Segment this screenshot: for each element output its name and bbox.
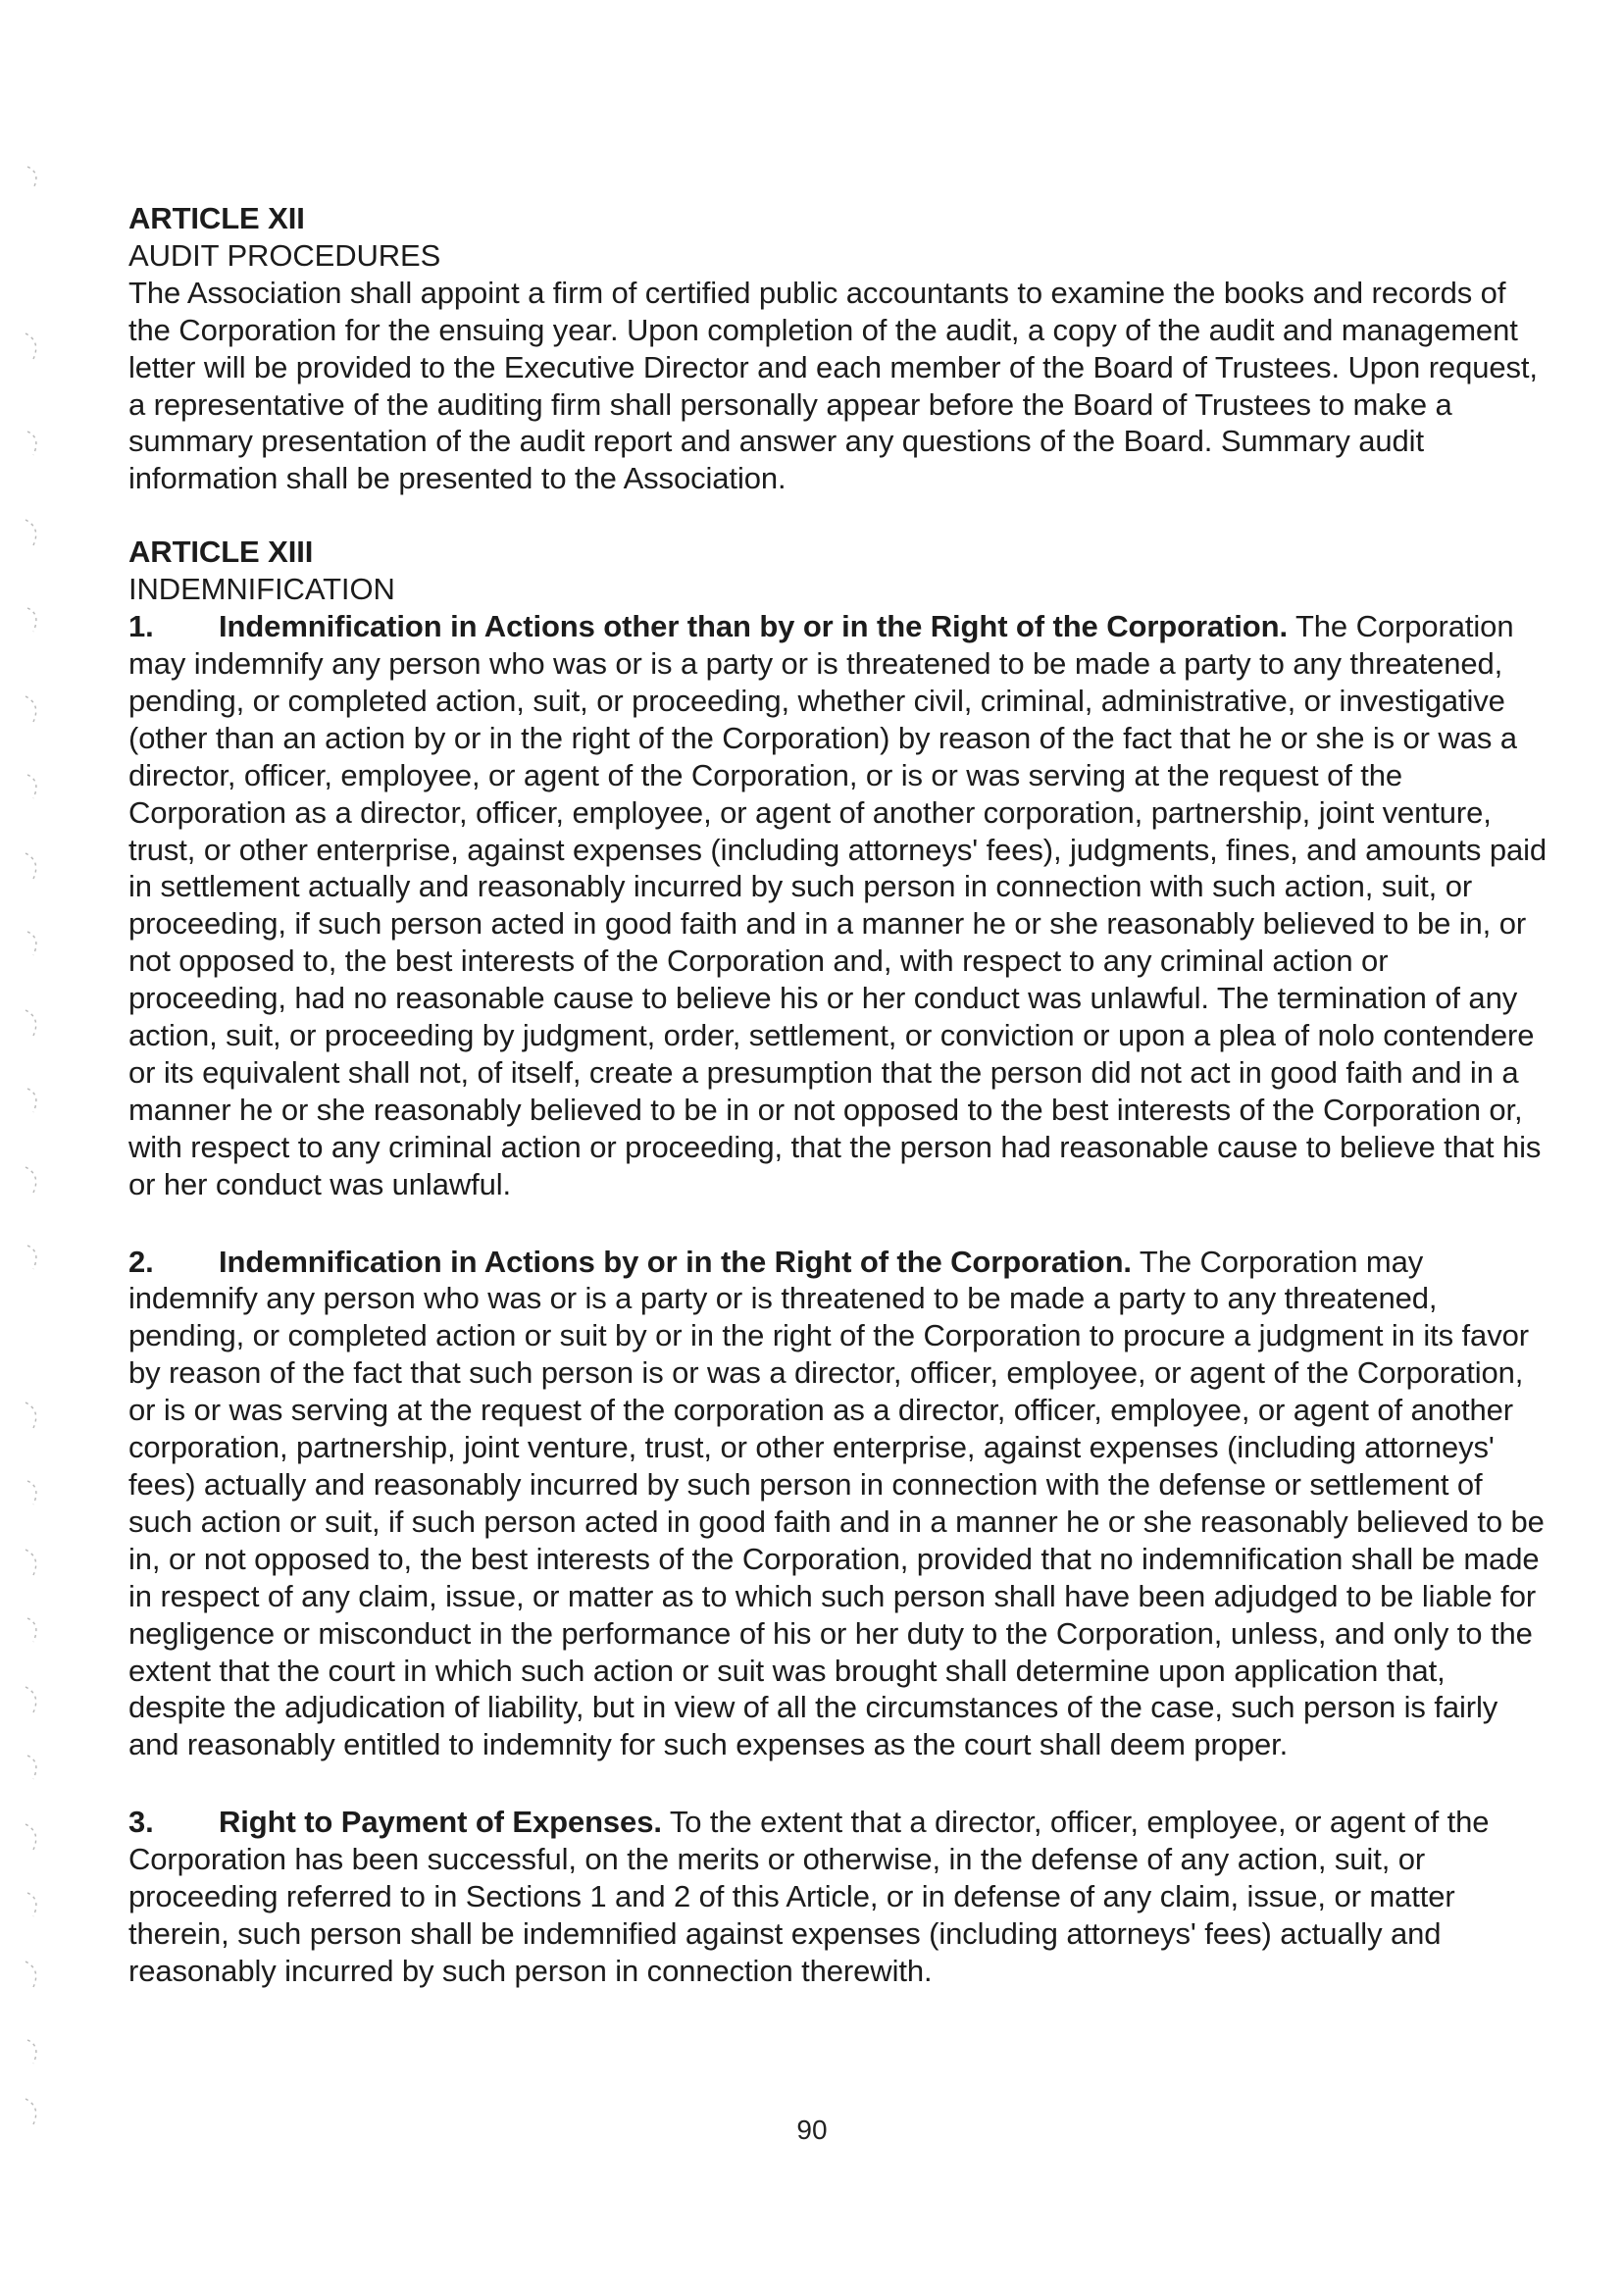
article-body: The Association shall appoint a firm of certified public accountants to examine the books and records of the Corporation for the ensuing year. Upon completion of the audit, a copy of the audit and management letter will be provided to the Executive Director and each member of the Board of Trustees. Upon request, a representative of the auditing firm shall personally appear before the Board of Trustees to make a summary presentation of the audit report and answer any questions of the Board. Summary audit information shall be presented to the Association. bbox=[128, 275, 1538, 496]
section-number: 3. bbox=[128, 1805, 154, 1840]
article-subheading: INDEMNIFICATION bbox=[128, 572, 395, 607]
article-xiii bbox=[128, 534, 1550, 1990]
article-subheading: AUDIT PROCEDURES bbox=[128, 237, 441, 273]
article-xii bbox=[128, 200, 1550, 497]
section-body: To the extent that a director, officer, employee, or agent of the Corporation has been successful, on the merits or otherwise, in the defense of any action, suit, or proceeding referred to in Sections 1 and 2 of this Article, or in defense of any claim, issue, or matter therein, such person shall be indemnified against expenses (including attorneys' fees) actually and reasonably incurred by such person in connection therewith. bbox=[128, 1805, 1490, 1988]
binding-hole-marks bbox=[18, 147, 67, 2158]
section-title: Right to Payment of Expenses. bbox=[219, 1805, 662, 1840]
section-2 bbox=[128, 1244, 1550, 1764]
section-number: 2. bbox=[128, 1244, 154, 1279]
section-number: 1. bbox=[128, 609, 154, 644]
page-number: 90 bbox=[796, 2115, 828, 2145]
article-heading: ARTICLE XII bbox=[128, 201, 305, 235]
section-body: The Corporation may indemnify any person who was or is a party or is threatened to be made a party to any threatened, pending, or completed action or suit by or in the right of the Corporation to procure a judgment in its favor by reason of the fact that such person is or was a director, officer, employee, or agent of the Corporation, or is or was serving at the request of the corporation as a director, officer, employee, or agent of another corporation, partnership, joint venture, trust, or other enterprise, against expenses (including attorneys' fees) actually and reasonably incurred by such person in connection with the defense or settlement of such action or suit, if such person acted in good faith and in a manner he or she reasonably believed to be in, or not opposed to, the best interests of the Corporation, provided that no indemnification shall be made in respect of any claim, issue, or matter as to which such person shall have been adjudged to be liable for negligence or misconduct in the performance of his or her duty to the Corporation, unless, and only to the extent that the court in which such action or suit was brought shall determine upon application that, despite the adjudication of liability, but in view of all the circumstances of the case, such person is fairly and reasonably entitled to indemnity for such expenses as the court shall deem proper. bbox=[128, 1244, 1545, 1762]
section-body: The Corporation may indemnify any person who was or is a party or is threatened to be made a party to any threatened, pending, or completed action, suit, or proceeding, whether civil, criminal, administrative, or investigative (other than an action by or in the right of the Corporation) by reason of the fact that he or she is or was a director, officer, employee, or agent of the Corporation, or is or was serving at the request of the Corporation as a director, officer, employee, or agent of another corporation, partnership, joint venture, trust, or other enterprise, against expenses (including attorneys' fees), judgments, fines, and amounts paid in settlement actually and reasonably incurred by such person in connection with such action, suit, or proceeding, if such person acted in good faith and in a manner he or she reasonably believed to be in, or not opposed to, the best interests of the Corporation and, with respect to any criminal action or proceeding, had no reasonable cause to believe his or her conduct was unlawful. The termination of any action, suit, or proceeding by judgment, order, settlement, or conviction or upon a plea of nolo contendere or its equivalent shall not, of itself, create a presumption that the person did not act in good faith and in a manner he or she reasonably believed to be in or not opposed to the best interests of the Corporation or, with respect to any criminal action or proceeding, that the person had reasonable cause to believe that his or her conduct was unlawful. bbox=[128, 609, 1548, 1201]
article-heading: ARTICLE XIII bbox=[128, 535, 314, 570]
punch-hole-shadows-icon bbox=[18, 147, 67, 2158]
section-title: Indemnification in Actions other than by or in the Right of the Corporation. bbox=[219, 609, 1288, 644]
document-content bbox=[128, 200, 1550, 1990]
section-3 bbox=[128, 1804, 1550, 1990]
section-title: Indemnification in Actions by or in the Right of the Corporation. bbox=[219, 1244, 1132, 1279]
section-1 bbox=[128, 608, 1550, 1203]
